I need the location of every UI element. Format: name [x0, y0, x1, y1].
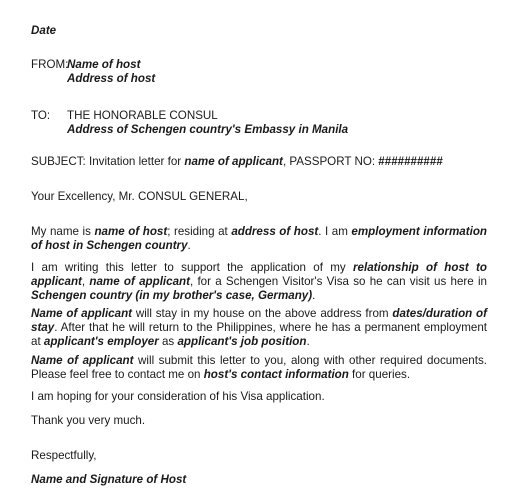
subject-line	[31, 155, 487, 169]
paragraph-5: I am hoping for your consideration of his Visa application.	[31, 390, 325, 403]
host-name: Name of host	[67, 58, 141, 71]
thanks-line: Thank you very much.	[31, 414, 146, 427]
from-label: FROM:	[31, 58, 69, 71]
signature-line: Name and Signature of Host	[31, 473, 187, 486]
to-block	[31, 109, 487, 137]
subject-passport-number: ##########	[378, 155, 443, 168]
paragraph-2: I am writing this letter to support the application of my relationship of host to applicant, name of applicant, for a Schengen Visitor's Visa so he can visit us here in Schengen country (in my brother's case, Germany).	[31, 261, 487, 302]
date-line: Date	[31, 24, 57, 37]
host-address: Address of host	[67, 72, 156, 85]
consul-title: THE HONORABLE CONSUL	[67, 109, 218, 122]
subject-passport-label: , PASSPORT NO:	[282, 155, 379, 168]
to-label: TO:	[31, 109, 51, 122]
paragraph-4: Name of applicant will submit this letter to you, along with other required documents. Please feel free to contact me on host's contact information for queries.	[31, 354, 487, 381]
subject-prefix: SUBJECT: Invitation letter for	[31, 155, 185, 168]
subject-applicant-name: name of applicant	[184, 155, 283, 168]
closing-line: Respectfully,	[31, 449, 97, 462]
from-block	[31, 58, 487, 86]
paragraph-3: Name of applicant will stay in my house on the above address from dates/duration of stay. After that he will return to the Philippines, where he has a permanent employment at applicant's employer as applicant's job position.	[31, 307, 488, 348]
salutation: Your Excellency, Mr. CONSUL GENERAL,	[31, 190, 248, 203]
paragraph-1: My name is name of host; residing at address of host. I am employment information of host in Schengen country.	[31, 225, 488, 252]
embassy-address: Address of Schengen country's Embassy in Manila	[67, 123, 349, 136]
